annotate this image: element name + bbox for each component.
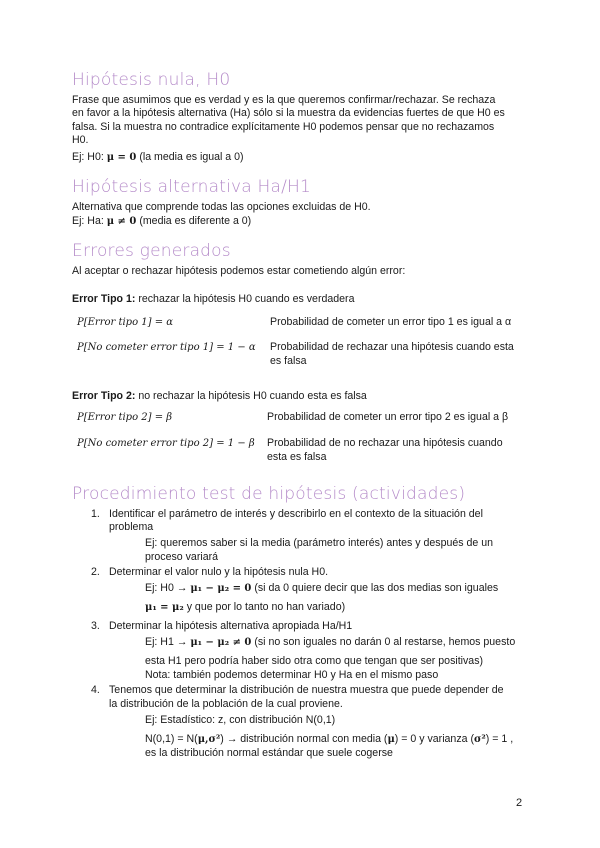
- ha-paragraph-line: Alternativa que comprende todas las opciones excluidas de H0.: [72, 201, 371, 213]
- math-fragment: μ: [387, 734, 395, 745]
- step3-example-formula: μ₁ − μ₂ ≠ 0: [190, 637, 252, 648]
- error-type1-complement-text: Probabilidad de rechazar una hipótesis cuando esta: [270, 341, 514, 353]
- step4-example: es la distribución normal estándar que suele cogerse: [145, 747, 393, 759]
- step3-text: Determinar la hipótesis alternativa apropiada Ha/H1: [109, 620, 353, 632]
- error-type1-line: [72, 293, 354, 306]
- step2-example: [145, 582, 498, 595]
- step4-example-formula-line: [145, 733, 513, 746]
- h0-example: [72, 151, 244, 164]
- errors-heading: Errores generados: [72, 241, 231, 261]
- h0-paragraph-line: falsa. Si la muestra no contradice explícitamente H0 podemos pensar que no rechazamos: [72, 121, 495, 133]
- step1-text: Identificar el parámetro de interés y describirlo en el contexto de la situación del: [109, 508, 483, 520]
- error-type1-label: Error Tipo 1:: [72, 293, 136, 305]
- text-fragment: ) = 0 y varianza (: [394, 733, 474, 745]
- h0-paragraph-line: H0.: [72, 134, 89, 146]
- step2-example-formula2: μ₁ = μ₂: [145, 602, 184, 613]
- error-type2-formula: P[Error tipo 2] = β: [77, 412, 173, 423]
- text-fragment: N(0,1) = N(: [145, 733, 198, 745]
- step-number: 3.: [91, 620, 100, 632]
- step1-example: proceso variará: [145, 551, 219, 563]
- math-fragment: μ,σ²: [197, 734, 221, 745]
- ha-example: [72, 215, 251, 228]
- ha-example-formula: μ ≠ 0: [106, 216, 137, 227]
- h0-example-formula: μ = 0: [106, 152, 137, 163]
- error-type1-desc: rechazar la hipótesis H0 cuando es verdadera: [135, 293, 355, 305]
- h0-example-prefix: Ej: H0:: [72, 151, 107, 163]
- ha-heading: Hipótesis alternativa Ha/H1: [72, 177, 312, 197]
- step3-note: Nota: también podemos determinar H0 y Ha en el mismo paso: [145, 669, 439, 681]
- error-type2-complement-text: esta es falsa: [267, 451, 327, 463]
- error-type2-desc: no rechazar la hipótesis H0 cuando esta es falsa: [135, 390, 367, 402]
- h0-heading: Hipótesis nula, H0: [72, 70, 231, 90]
- step4-text: Tenemos que determinar la distribución de nuestra muestra que puede depender de: [109, 684, 504, 696]
- text-fragment: ) = 1 ,: [485, 733, 514, 745]
- step2-example-suffix: (si da 0 quiere decir que las dos medias son iguales: [251, 582, 499, 594]
- error-type1-formula: P[Error tipo 1] = α: [77, 317, 174, 328]
- step-number: 2.: [91, 566, 100, 578]
- step1-example: Ej: queremos saber si la media (parámetro interés) antes y después de un: [145, 537, 494, 549]
- math-fragment: σ²: [474, 734, 486, 745]
- step-number: 1.: [91, 508, 100, 520]
- step2-example-continued: [145, 601, 345, 614]
- page-number: 2: [516, 797, 523, 809]
- error-type1-complement-text: es falsa: [270, 355, 307, 367]
- step-number: 4.: [91, 684, 100, 696]
- step3-example-suffix: (si no son iguales no darán 0 al restarse, hemos puesto: [251, 636, 516, 648]
- error-type2-complement-formula: P[No cometer error tipo 2] = 1 − β: [77, 438, 255, 449]
- step4-text: la distribución de la población de la cual proviene.: [109, 698, 343, 710]
- ha-example-suffix: (media es diferente a 0): [136, 215, 252, 227]
- step1-text: problema: [109, 521, 154, 533]
- error-type1-text: Probabilidad de cometer un error tipo 1 es igual a α: [270, 316, 512, 328]
- step2-text: Determinar el valor nulo y la hipótesis nula H0.: [109, 566, 329, 578]
- errors-intro: Al aceptar o rechazar hipótesis podemos estar cometiendo algún error:: [72, 265, 406, 277]
- step2-example-prefix: Ej: H0 →: [145, 582, 191, 594]
- step3-example-continued: esta H1 pero podría haber sido otra como que tengan que ser positivas): [145, 655, 484, 667]
- text-fragment: ) → distribución normal con media (: [220, 733, 388, 745]
- error-type2-line: [72, 390, 367, 403]
- step2-example-suffix2: y que por lo tanto no han variado): [183, 601, 346, 613]
- error-type2-label: Error Tipo 2:: [72, 390, 136, 402]
- step4-example: Ej: Estadístico: z, con distribución N(0,1): [145, 714, 336, 726]
- step3-example-prefix: Ej: H1 →: [145, 636, 191, 648]
- h0-paragraph-line: Frase que asumimos que es verdad y es la que queremos confirmar/rechazar. Se rechaza: [72, 94, 496, 106]
- ha-example-prefix: Ej: Ha:: [72, 215, 107, 227]
- error-type1-complement-formula: P[No cometer error tipo 1] = 1 − α: [77, 342, 256, 353]
- error-type2-complement-text: Probabilidad de no rechazar una hipótesis cuando: [267, 437, 503, 449]
- step3-example: [145, 636, 515, 649]
- step2-example-formula: μ₁ − μ₂ = 0: [190, 583, 252, 594]
- h0-paragraph-line: en favor a la hipótesis alternativa (Ha) sólo si la muestra da evidencias fuertes de que H0 es: [72, 107, 505, 119]
- procedure-heading: Procedimiento test de hipótesis (actividades): [72, 484, 466, 504]
- error-type2-text: Probabilidad de cometer un error tipo 2 es igual a β: [267, 411, 509, 423]
- h0-example-suffix: (la media es igual a 0): [136, 151, 244, 163]
